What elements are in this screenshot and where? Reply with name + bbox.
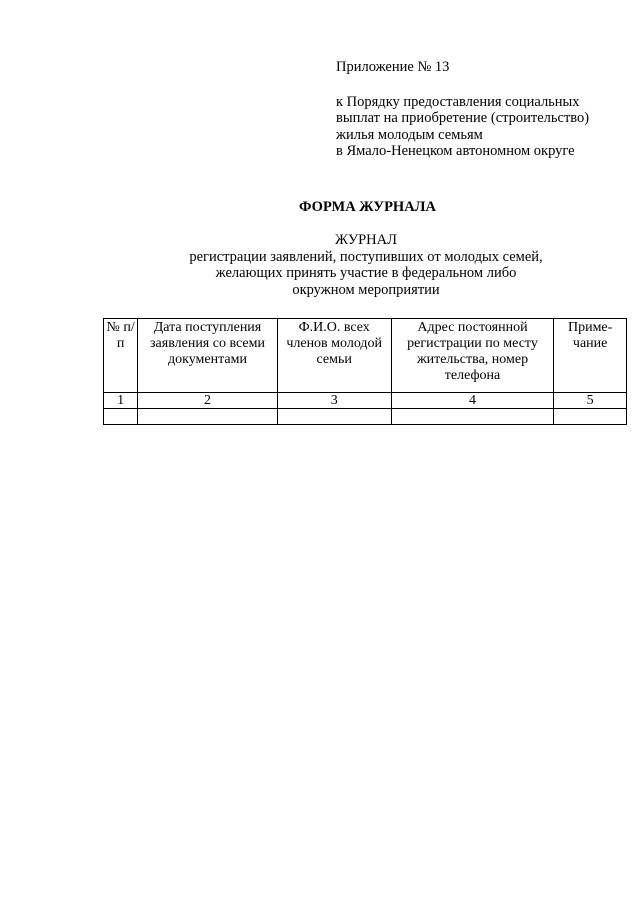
journal-subtitle-line: окружном мероприятии bbox=[292, 281, 440, 298]
column-number: 3 bbox=[277, 393, 391, 409]
appendix-line: жилья молодым семьям bbox=[336, 126, 483, 143]
header-note: Приме-чание bbox=[554, 319, 627, 393]
table-cell bbox=[104, 409, 138, 425]
column-number: 2 bbox=[138, 393, 277, 409]
journal-subtitle-line: желающих принять участие в федеральном либо bbox=[215, 265, 517, 281]
column-number: 1 bbox=[104, 393, 138, 409]
table-row bbox=[104, 409, 627, 425]
table-cell bbox=[391, 409, 554, 425]
journal-subtitle-line: регистрации заявлений, поступивших от молодых семей, bbox=[189, 248, 543, 265]
header-address: Адрес постоянной регистрации по месту жительства, номер телефона bbox=[391, 319, 554, 393]
table-cell bbox=[138, 409, 277, 425]
appendix-block bbox=[336, 59, 626, 160]
table-header-row bbox=[104, 319, 627, 393]
table-cell bbox=[277, 409, 391, 425]
header-family-members: Ф.И.О. всех членов молодой семьи bbox=[277, 319, 391, 393]
column-number: 4 bbox=[391, 393, 554, 409]
header-receipt-date: Дата поступления заявления со всеми документами bbox=[138, 319, 277, 393]
form-title: ФОРМА ЖУРНАЛА bbox=[299, 199, 436, 215]
journal-heading bbox=[160, 232, 572, 298]
appendix-line: в Ямало-Ненецком автономном округе bbox=[336, 143, 575, 159]
journal-table bbox=[103, 318, 627, 425]
appendix-line: к Порядку предоставления социальных bbox=[336, 93, 580, 110]
column-number: 5 bbox=[554, 393, 627, 409]
header-number: № п/п bbox=[104, 319, 138, 393]
appendix-title: Приложение № 13 bbox=[336, 59, 450, 75]
table-cell bbox=[554, 409, 627, 425]
journal-title: ЖУРНАЛ bbox=[335, 232, 397, 248]
appendix-line: выплат на приобретение (строительство) bbox=[336, 110, 590, 126]
column-number-row bbox=[104, 393, 627, 409]
